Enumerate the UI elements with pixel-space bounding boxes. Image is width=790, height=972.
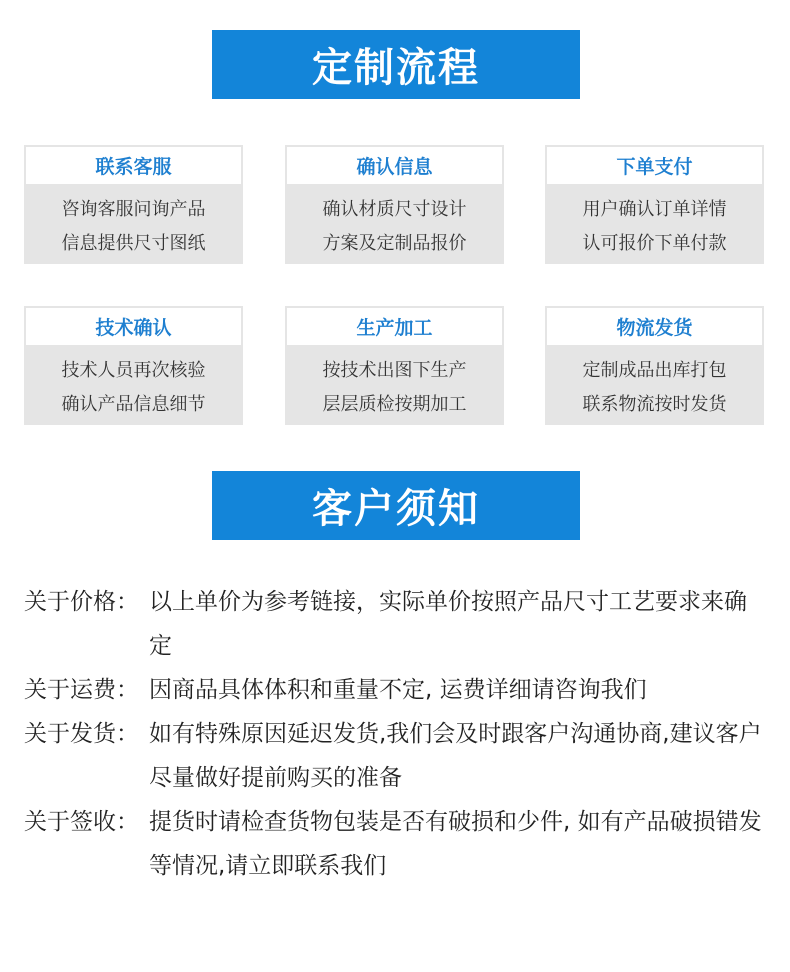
step-card-production (285, 306, 504, 425)
step-title: 联系客服 (26, 147, 241, 184)
step-desc-line: 方案及定制品报价 (322, 233, 467, 254)
step-title: 生产加工 (287, 308, 502, 345)
step-description (24, 354, 243, 422)
step-card-shipping (545, 306, 764, 425)
notice-title: 客户须知 (312, 486, 480, 532)
step-desc-line: 按技术出图下生产 (322, 360, 467, 381)
step-desc-line: 用户确认订单详情 (582, 199, 727, 220)
step-desc-line: 层层质检按期加工 (322, 394, 467, 415)
step-title: 物流发货 (547, 308, 762, 345)
step-description (285, 193, 504, 261)
step-card-tech-confirm (24, 306, 243, 425)
step-desc-line: 确认产品信息细节 (61, 394, 206, 415)
notice-banner (212, 471, 580, 540)
step-desc-line: 咨询客服问询产品 (61, 199, 206, 220)
step-desc-line: 认可报价下单付款 (582, 233, 727, 254)
notice-item-receipt (24, 800, 764, 888)
step-card-contact (24, 145, 243, 264)
step-card-order-payment (545, 145, 764, 264)
notice-text: 因商品具体体积和重量不定, 运费详细请咨询我们 (149, 677, 647, 703)
step-title: 技术确认 (26, 308, 241, 345)
process-banner (212, 30, 580, 99)
notice-item-delivery (24, 712, 764, 800)
step-desc-line: 信息提供尺寸图纸 (61, 233, 206, 254)
notice-label: 关于价格： (24, 589, 139, 615)
step-title: 下单支付 (547, 147, 762, 184)
notice-list (24, 580, 764, 888)
step-card-confirm-info (285, 145, 504, 264)
notice-text: 以上单价为参考链接，实际单价按照产品尺寸工艺要求来确定 (149, 589, 747, 659)
step-desc-line: 确认材质尺寸设计 (322, 199, 467, 220)
notice-text: 如有特殊原因延迟发货,我们会及时跟客户沟通协商,建议客户尽量做好提前购买的准备 (149, 721, 762, 791)
step-desc-line: 定制成品出库打包 (582, 360, 727, 381)
notice-label: 关于运费： (24, 677, 139, 703)
step-description (545, 354, 764, 422)
step-title: 确认信息 (287, 147, 502, 184)
step-description (285, 354, 504, 422)
step-description (24, 193, 243, 261)
notice-label: 关于发货： (24, 721, 139, 747)
step-desc-line: 技术人员再次核验 (61, 360, 206, 381)
notice-item-price (24, 580, 764, 668)
notice-label: 关于签收： (24, 809, 139, 835)
step-description (545, 193, 764, 261)
notice-text: 提货时请检查货物包装是否有破损和少件, 如有产品破损错发等情况,请立即联系我们 (149, 809, 762, 879)
process-title: 定制流程 (312, 45, 480, 91)
notice-item-shipping-fee (24, 668, 764, 712)
step-desc-line: 联系物流按时发货 (582, 394, 727, 415)
